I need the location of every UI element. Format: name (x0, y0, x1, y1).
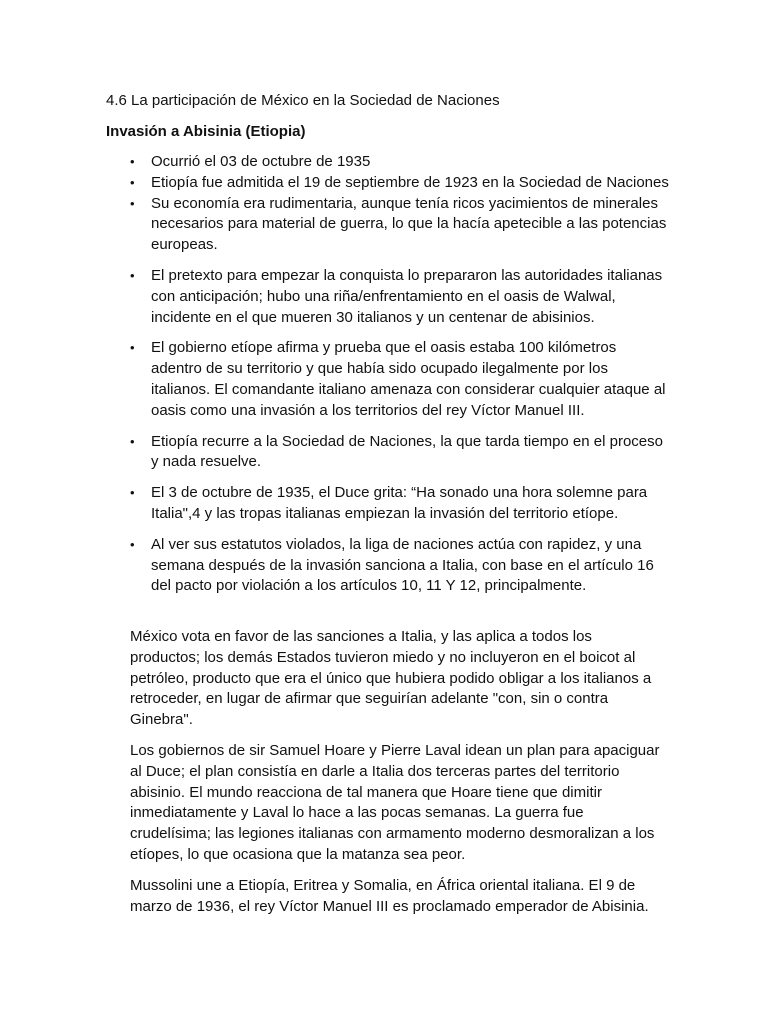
bullet-icon: • (130, 340, 135, 356)
list-item-text: El gobierno etíope afirma y prueba que el oasis estaba 100 kilómetros adentro de su territorio y que había sido ocupado ilegalmente por los italianos. El comandante italiano amenaza con considerar cualquier ataque al oasis como una invasión a los territorios del rey Víctor Manuel III. (151, 339, 666, 419)
paragraph-hoare-laval-plan: Los gobiernos de sir Samuel Hoare y Pierre Laval idean un plan para apaciguar al Duce; el plan consistía en darle a Italia dos terceras partes del territorio abisinio. El mundo reacciona de tal manera que Hoare tiene que dimitir inmediatamente y Laval lo hace a las pocas semanas. La guerra fue crudelísima; las legiones italianas con armamento moderno desmoralizan a los etíopes, lo que ocasiona que la matanza sea peor. (130, 741, 660, 863)
list-item-text: El 3 de octubre de 1935, el Duce grita: “Ha sonado una hora solemne para Italia",4 y las tropas italianas empiezan la invasión del territorio etíope. (151, 484, 648, 522)
list-item (130, 535, 670, 597)
list-item (130, 266, 670, 328)
bullet-icon: • (130, 174, 135, 190)
list-item-text: Su economía era rudimentaria, aunque tenía ricos yacimientos de minerales necesarios para material de guerra, lo que la hacía apetecible a las potencias europeas. (151, 194, 667, 254)
body-text (130, 627, 665, 927)
list-item (130, 432, 670, 474)
section-heading: 4.6 La participación de México en la Sociedad de Naciones (106, 92, 500, 109)
list-item (130, 338, 670, 421)
list-item (130, 173, 670, 194)
bullet-list (130, 152, 670, 597)
sub-heading: Invasión a Abisinia (Etiopia) (106, 123, 306, 140)
list-item-text: El pretexto para empezar la conquista lo prepararon las autoridades italianas con anticipación; hubo una riña/enfrentamiento en el oasis de Walwal, incidente en el que mueren 30 italianos y un centenar de abisinios. (151, 266, 663, 326)
bullet-icon: • (130, 195, 135, 211)
bullet-icon: • (130, 536, 135, 552)
bullet-icon: • (130, 485, 135, 501)
list-item-text: Ocurrió el 03 de octubre de 1935 (151, 153, 371, 170)
list-item (130, 152, 670, 173)
list-item (130, 194, 670, 256)
paragraph-mexico-sanctions: México vota en favor de las sanciones a Italia, y las aplica a todos los productos; los demás Estados tuvieron miedo y no incluyeron en el boicot al petróleo, producto que era el único que hubiera podido obligar a los italianos a retroceder, en lugar de afirmar que seguirían adelante "con, sin o contra Ginebra". (130, 628, 652, 729)
paragraph-italian-east-africa: Mussolini une a Etiopía, Eritrea y Somalia, en África oriental italiana. El 9 de marzo de 1936, el rey Víctor Manuel III es proclamado emperador de Abisinia. (130, 876, 649, 915)
bullet-icon: • (130, 267, 135, 283)
list-item-text: Etiopía fue admitida el 19 de septiembre de 1923 en la Sociedad de Naciones (151, 173, 669, 191)
bullet-icon: • (130, 154, 135, 169)
list-item (130, 483, 670, 525)
list-item-text: Etiopía recurre a la Sociedad de Naciones, la que tarda tiempo en el proceso y nada resuelve. (151, 432, 663, 471)
list-item-text: Al ver sus estatutos violados, la liga de naciones actúa con rapidez, y una semana después de la invasión sanciona a Italia, con base en el artículo 16 del pacto por violación a los artículos 10, 11 Y 12, principalmente. (151, 535, 654, 595)
bullet-icon: • (130, 433, 135, 449)
